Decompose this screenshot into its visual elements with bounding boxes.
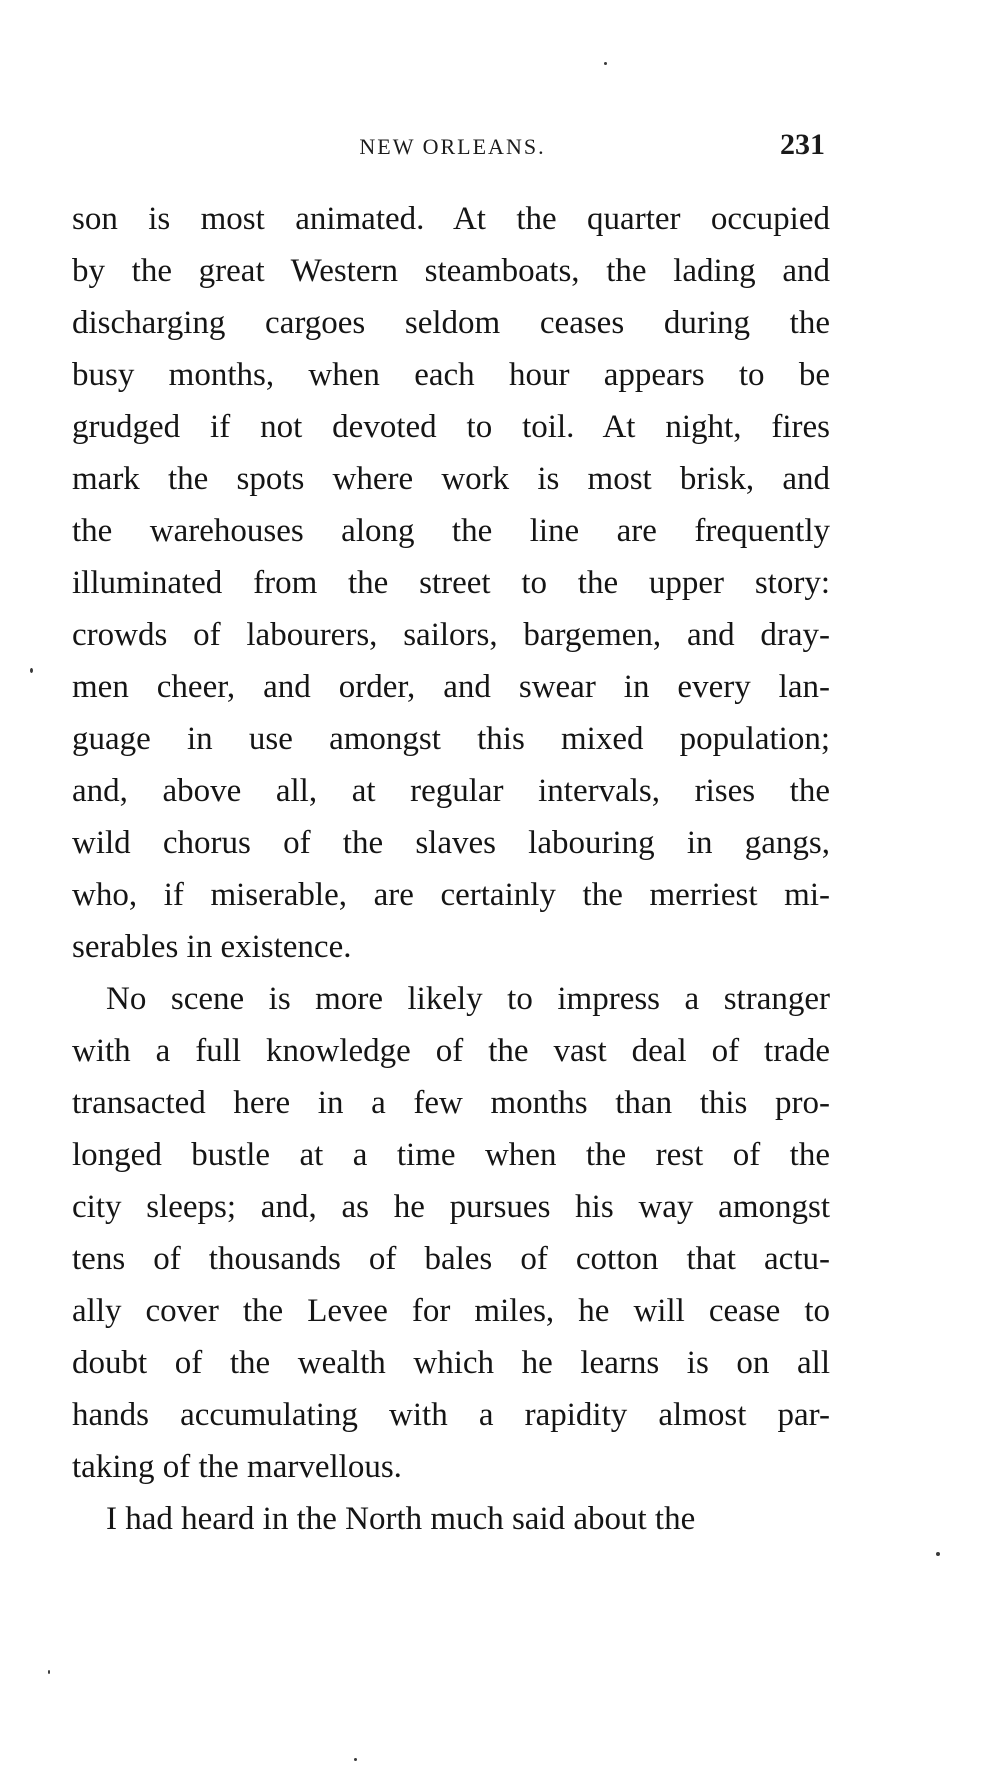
body-text [72, 193, 830, 1545]
text-line: with a full knowledge of the vast deal of trade [72, 1033, 830, 1069]
text-line: serables in existence. [72, 929, 352, 965]
text-line: and, above all, at regular intervals, rises the [72, 773, 830, 809]
text-line: transacted here in a few months than this pro- [72, 1085, 830, 1121]
text-line: discharging cargoes seldom ceases during the [72, 305, 830, 341]
page-header [80, 118, 825, 178]
text-line: guage in use amongst this mixed population; [72, 721, 830, 757]
text-line: longed bustle at a time when the rest of the [72, 1137, 830, 1173]
text-line: wild chorus of the slaves labouring in gangs, [72, 825, 830, 861]
text-line: mark the spots where work is most brisk, and [72, 461, 830, 497]
page-number: 231 [780, 128, 825, 161]
text-line: by the great Western steamboats, the lading and [72, 253, 830, 289]
print-speck [604, 62, 607, 65]
text-line: No scene is more likely to impress a stranger [106, 981, 830, 1017]
text-line: tens of thousands of bales of cotton that actu- [72, 1241, 830, 1277]
text-line: doubt of the wealth which he learns is on all [72, 1345, 830, 1381]
running-title: NEW ORLEANS. [359, 134, 546, 159]
text-line: crowds of labourers, sailors, bargemen, and dray- [72, 617, 830, 653]
print-speck [354, 1758, 357, 1761]
text-line: city sleeps; and, as he pursues his way amongst [72, 1189, 830, 1225]
print-speck [30, 668, 33, 673]
text-line: I had heard in the North much said about the [106, 1501, 696, 1537]
text-line: the warehouses along the line are frequently [72, 513, 830, 549]
text-line: who, if miserable, are certainly the merriest mi- [72, 877, 830, 913]
text-line: hands accumulating with a rapidity almost par- [72, 1397, 830, 1433]
text-line: grudged if not devoted to toil. At night, fires [72, 409, 830, 445]
print-speck [936, 1552, 940, 1556]
text-line: illuminated from the street to the upper story: [72, 565, 830, 601]
text-line: busy months, when each hour appears to be [72, 357, 830, 393]
text-line: men cheer, and order, and swear in every lan- [72, 669, 830, 705]
text-line: ally cover the Levee for miles, he will cease to [72, 1293, 830, 1329]
print-speck [48, 1670, 50, 1674]
text-line: taking of the marvellous. [72, 1449, 402, 1485]
text-line: son is most animated. At the quarter occupied [72, 201, 830, 237]
